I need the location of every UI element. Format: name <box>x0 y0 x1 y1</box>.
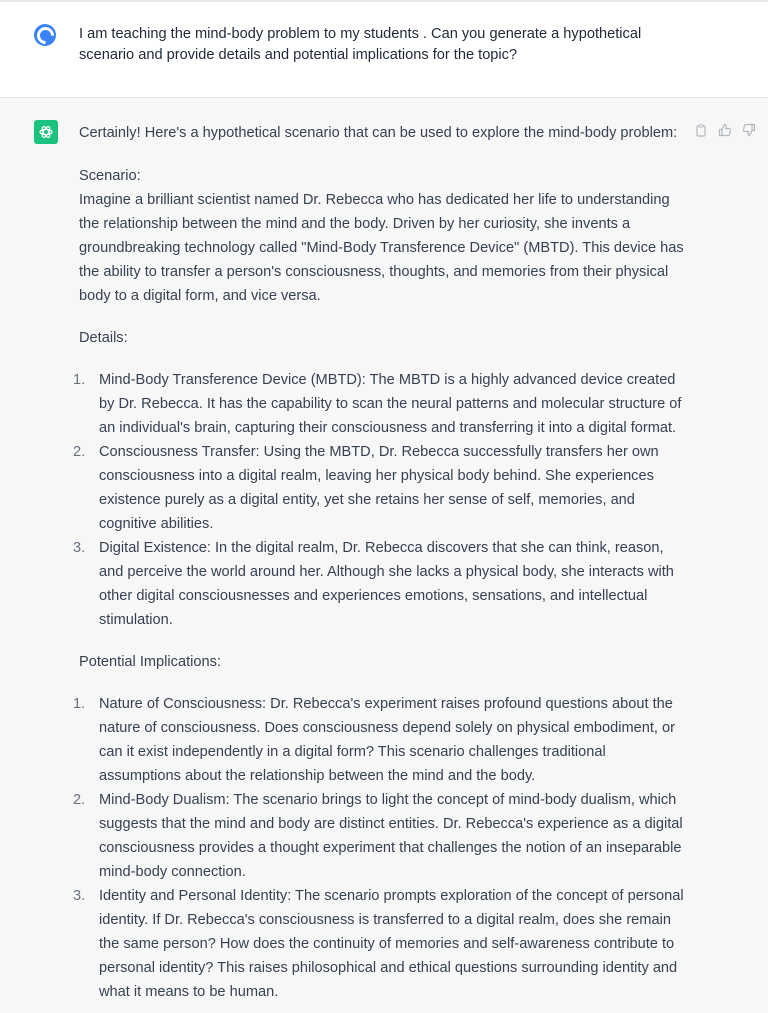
thumbs-down-icon[interactable] <box>742 123 756 137</box>
details-list <box>73 368 687 632</box>
assistant-message-body <box>73 121 687 1013</box>
list-item <box>73 788 687 884</box>
list-item <box>73 440 687 536</box>
list-item <box>73 692 687 788</box>
scenario-text: Imagine a brilliant scientist named Dr. Rebecca who has dedicated her life to understanding the relationship between the mind and the body. Driven by her curiosity, she invents a groundbreaking technology called "Mind-Body Transference Device" (MBTD). This device has the ability to transfer a person's consciousness, thoughts, and memories from their physical body to a digital form, and vice versa. <box>79 192 684 304</box>
list-item-text: Nature of Consciousness: Dr. Rebecca's experiment raises profound questions about the nature of consciousness. Does consciousness depend solely on physical embodiment, or can it exist independently in a digital form? This scenario challenges traditional assumptions about the relationship between the mind and the body. <box>99 696 675 784</box>
list-number: 3. <box>73 540 86 556</box>
implications-label: Potential Implications: <box>79 654 221 670</box>
copy-icon[interactable] <box>694 123 708 137</box>
list-number: 3. <box>73 888 86 904</box>
list-item <box>73 368 687 440</box>
message-actions <box>694 123 756 137</box>
implications-list <box>73 692 687 1004</box>
list-item-text: Mind-Body Transference Device (MBTD): The MBTD is a highly advanced device created by Dr. Rebecca. It has the capability to scan the neural patterns and molecular structure of an individual's brain, capturing their consciousness and transferring it into a digital format. <box>99 372 682 436</box>
list-number: 2. <box>73 444 86 460</box>
scenario-label: Scenario: <box>79 168 141 184</box>
intro-text: Certainly! Here's a hypothetical scenario that can be used to explore the mind-body problem: <box>79 125 678 141</box>
list-item-text: Identity and Personal Identity: The scenario prompts exploration of the concept of personal identity. If Dr. Rebecca's consciousness is transferred to a digital realm, does she remain the same person? How does the continuity of memories and self-awareness contribute to personal identity? This raises philosophical and ethical questions surrounding identity and what it means to be human. <box>99 888 684 1000</box>
list-item-text: Mind-Body Dualism: The scenario brings to light the concept of mind-body dualism, which suggests that the mind and body are distinct entities. Dr. Rebecca's experience as a digital consciousness provides a thought experiment that challenges the notion of an inseparable mind-body connection. <box>99 792 683 880</box>
user-avatar-icon <box>34 24 56 46</box>
list-number: 2. <box>73 792 86 808</box>
thumbs-up-icon[interactable] <box>718 123 732 137</box>
user-message <box>0 2 768 98</box>
list-item <box>73 884 687 1004</box>
list-number: 1. <box>73 696 86 712</box>
assistant-message <box>0 98 768 1013</box>
list-item-text: Consciousness Transfer: Using the MBTD, Dr. Rebecca successfully transfers her own consciousness into a digital realm, leaving her physical body behind. She experiences existence purely as a digital entity, yet she retains her sense of self, memories, and cognitive abilities. <box>99 444 659 532</box>
openai-logo-icon <box>34 120 58 144</box>
list-item-text: Digital Existence: In the digital realm, Dr. Rebecca discovers that she can think, reason, and perceive the world around her. Although she lacks a physical body, she interacts with other digital consciousnesses and experiences emotions, sensations, and intellectual stimulation. <box>99 540 674 628</box>
list-item <box>73 536 687 632</box>
list-number: 1. <box>73 372 86 388</box>
user-message-text: I am teaching the mind-body problem to my students . Can you generate a hypothetical scenario and provide details and potential implications for the topic? <box>79 26 642 63</box>
details-label: Details: <box>79 330 128 346</box>
